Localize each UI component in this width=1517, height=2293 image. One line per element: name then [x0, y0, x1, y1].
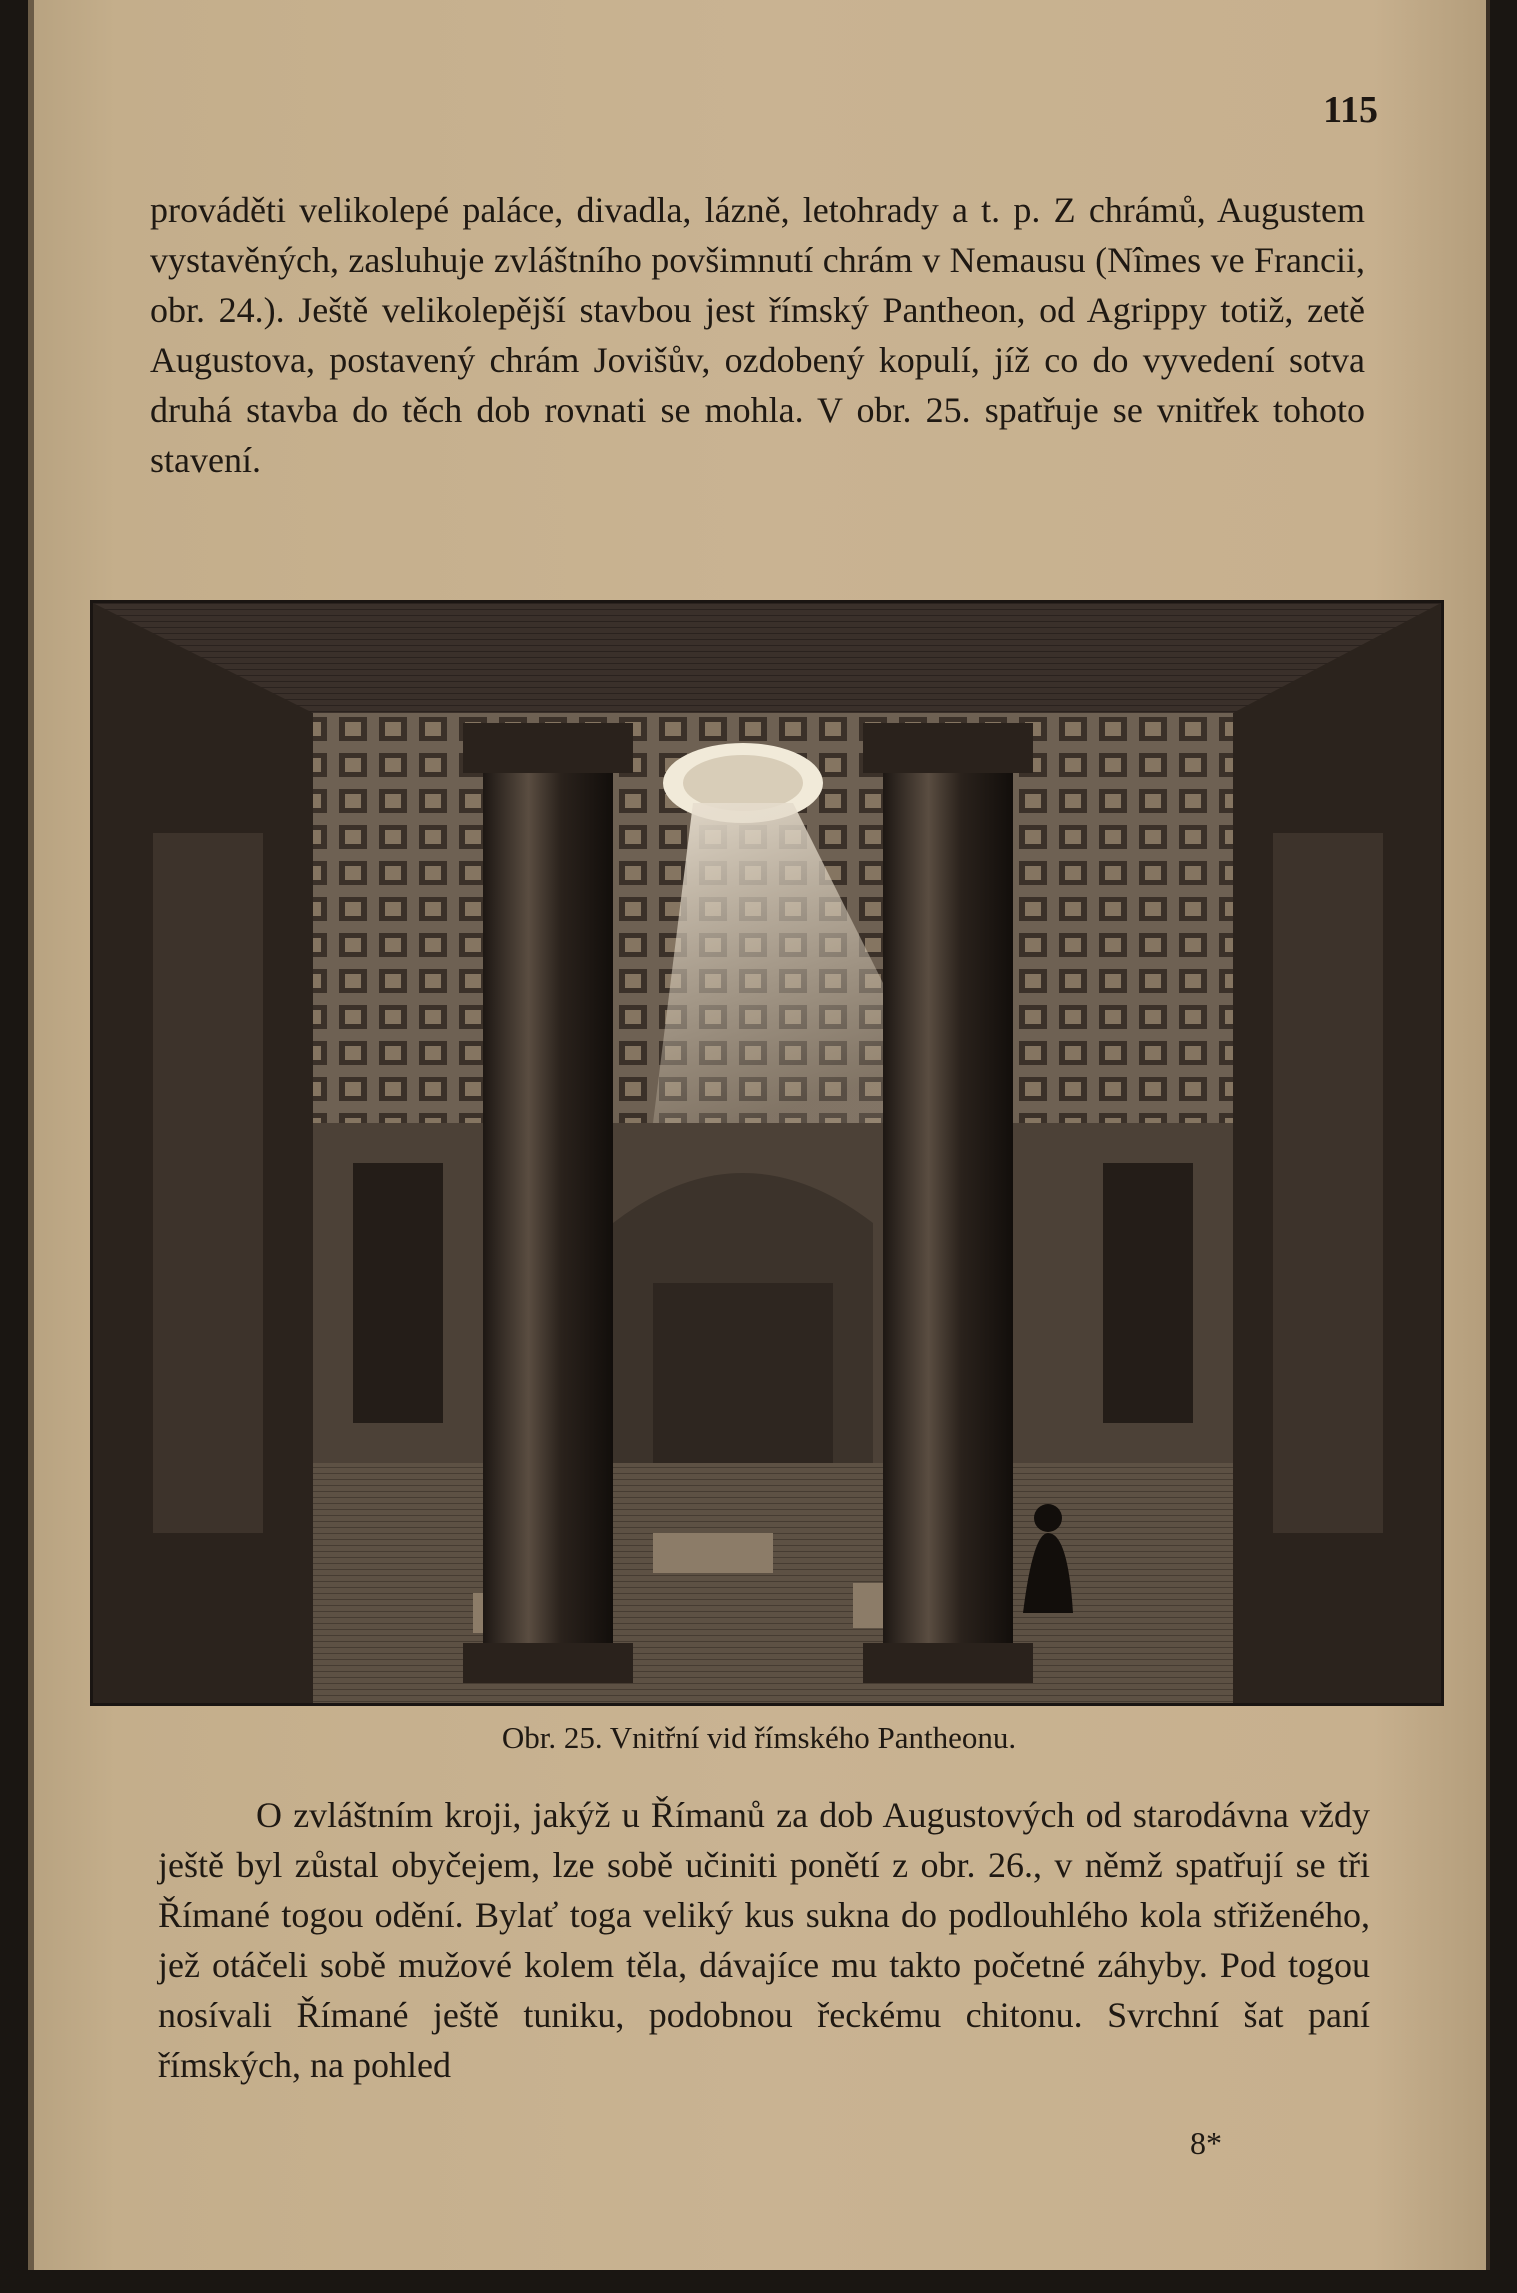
- book-page: [28, 0, 1490, 2270]
- signature-mark: 8*: [1190, 2125, 1222, 2161]
- page-spine: [28, 0, 34, 2270]
- pantheon-illustration: [90, 600, 1444, 1706]
- page-edge: [1486, 0, 1490, 2270]
- figure-caption: Obr. 25. Vnitřní vid římského Pantheonu.: [501, 1720, 1017, 1755]
- paragraph-top: prováděti velikolepé paláce, divadla, lázně, letohrady a t. p. Z chrámů, Augustem vystavěných, zasluhuje zvláštního povšimnutí chrám v Nemausu (Nîmes ve Francii, obr. 24.). Ještě velikolepější stavbou jest římský Pantheon, od Agrippy totiž, zetě Augustova, postavený chrám Jovišův, ozdobený kopulí, jíž co do vyvedení sotva druhá stavba do těch dob rovnati se mohla. V obr. 25. spatřuje se vnitřek tohoto stavení.: [150, 190, 1365, 480]
- paragraph-bottom: O zvláštním kroji, jakýž u Římanů za dob Augustových od starodávna vždy ještě byl zůstal obyčejem, lze sobě učiniti ponětí z obr. 26., v němž spatřují se tři Římané togou odění. Bylať toga veliký kus sukna do podlouhlého kola střiženého, jež otáčeli sobě mužové kolem těla, dávajíce mu takto početné záhyby. Pod togou nosívali Římané ještě tuniku, podobnou řeckému chitonu. Svrchní šat paní římských, na pohled: [158, 1795, 1370, 2085]
- page-number: 115: [1323, 89, 1378, 131]
